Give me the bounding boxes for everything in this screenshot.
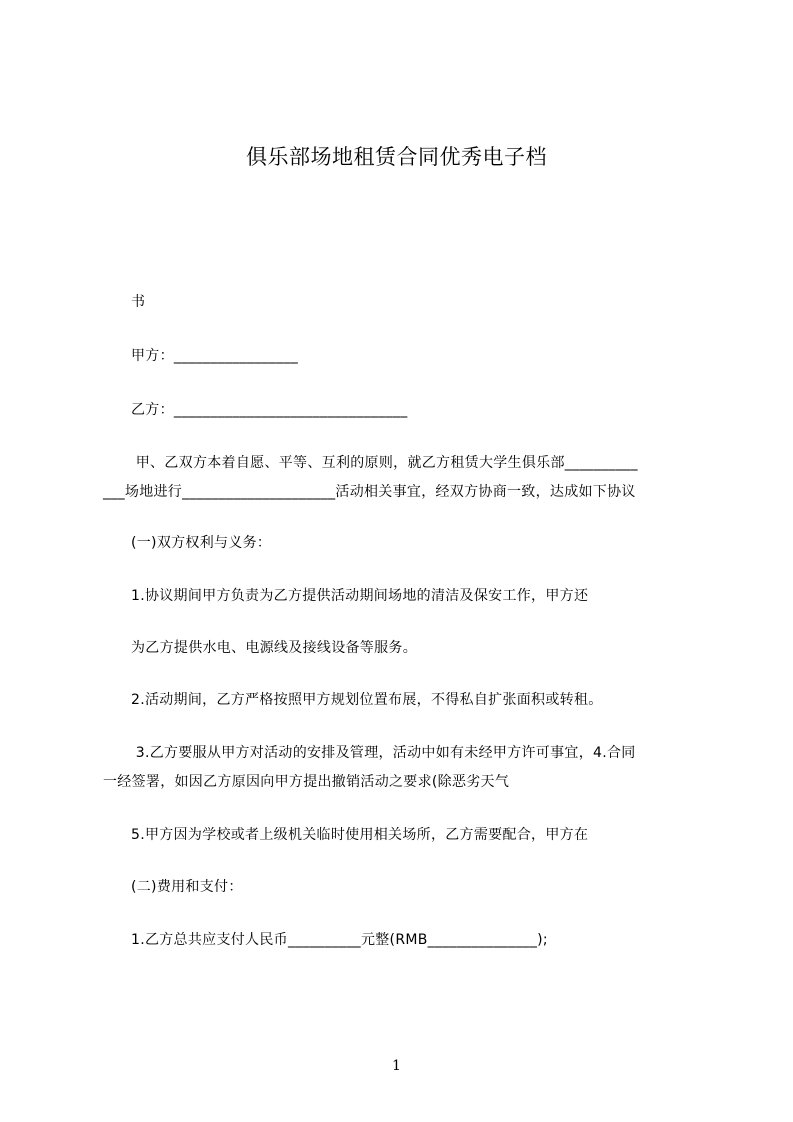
section-heading-rights: (一)双方权利与义务：: [131, 535, 272, 551]
intro-paragraph-line-2: ___场地进行_____________________活动相关事宜，经双方协商一致，达成如下协议: [103, 484, 636, 500]
intro-paragraph-line-1: 甲、乙双方本着自愿、平等、互利的原则，就乙方租赁大学生俱乐部__________: [131, 455, 638, 471]
text-line-book: 书: [131, 294, 146, 310]
clause-5-line: 5.甲方因为学校或者上级机关临时使用相关场所，乙方需要配合，甲方在: [131, 827, 589, 843]
clause-3-line-2: 一经签署，如因乙方原因向甲方提出撤销活动之要求(除恶劣天气: [103, 774, 510, 790]
clause-1-line-2: 为乙方提供水电、电源线及接线设备等服务。: [131, 640, 417, 656]
fee-clause-1-line: 1.乙方总共应支付人民币__________元整(RMB_______________);: [131, 932, 548, 948]
document-title: 俱乐部场地租赁合同优秀电子档: [246, 145, 547, 169]
section-heading-fees: (二)费用和支付：: [131, 879, 243, 895]
party-a-line: 甲方：_________________: [131, 348, 298, 364]
clause-3-line-1: 3.乙方要服从甲方对活动的安排及管理，活动中如有未经甲方许可事宜，4.合同: [131, 745, 636, 761]
clause-1-line-1: 1.协议期间甲方负责为乙方提供活动期间场地的清洁及保安工作，甲方还: [131, 588, 589, 604]
party-b-line: 乙方：________________________________: [131, 402, 408, 418]
clause-2-line: 2.活动期间，乙方严格按照甲方规划位置布展，不得私自扩张面积或转租。: [131, 692, 603, 708]
page-number: 1: [392, 1058, 401, 1074]
